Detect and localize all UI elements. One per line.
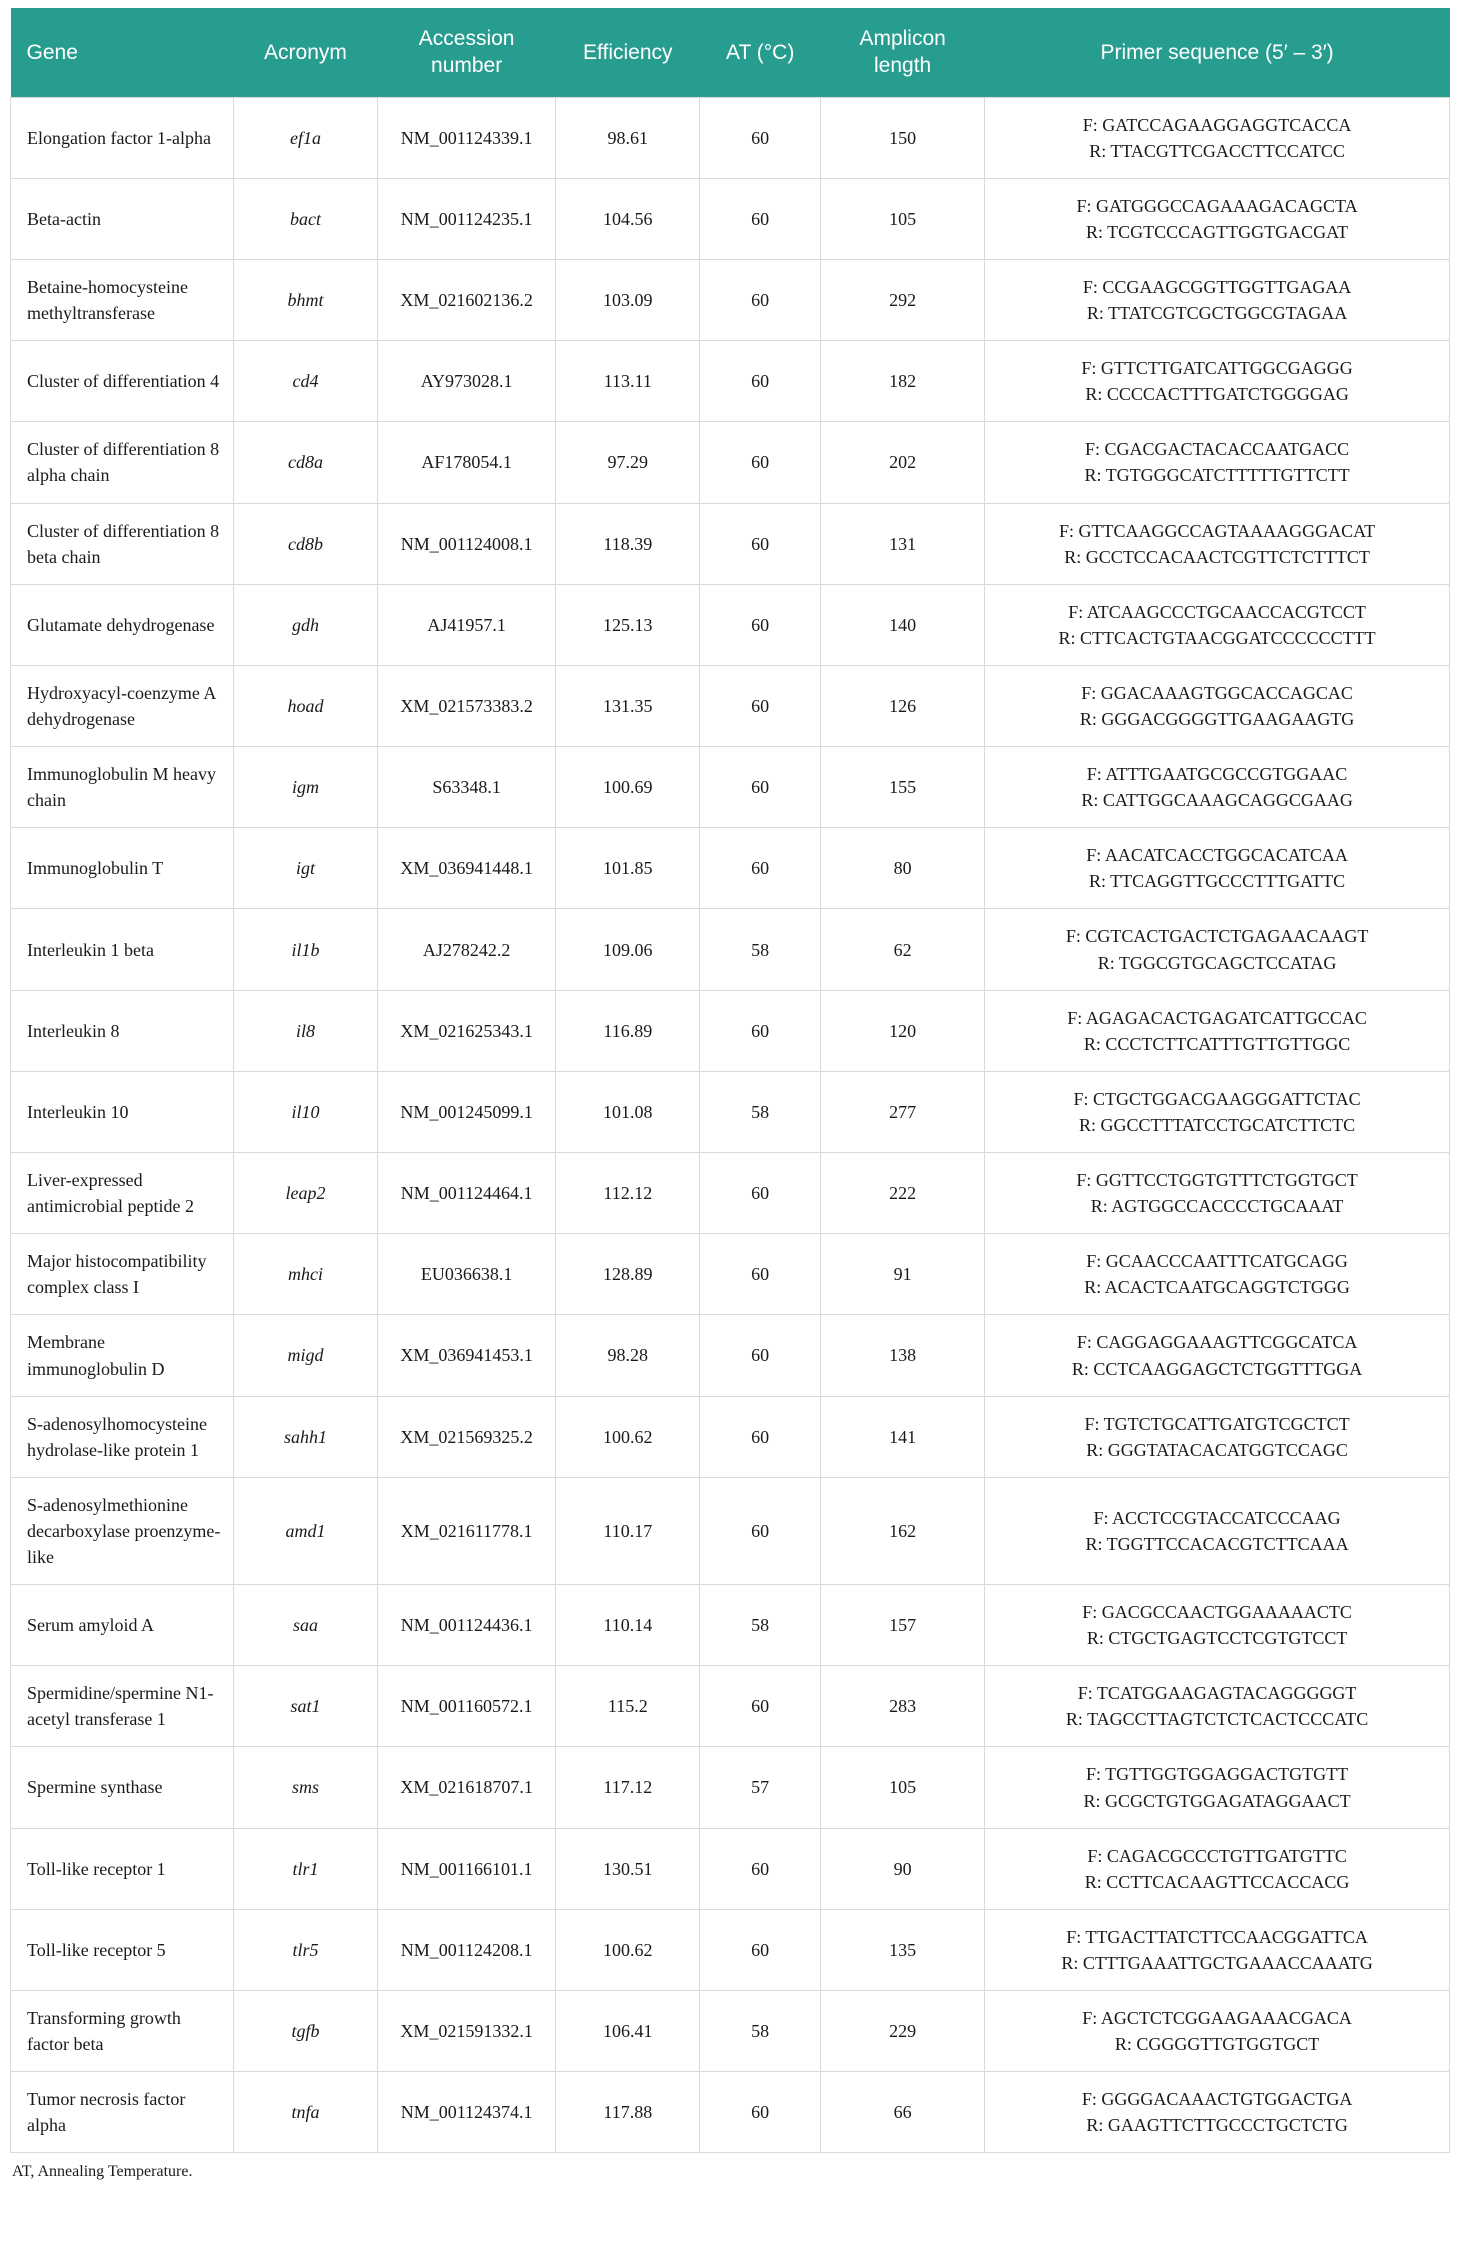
acronym-cell: sms bbox=[234, 1747, 378, 1828]
amplicon-length-cell: 126 bbox=[821, 665, 985, 746]
primer-reverse: R: TGGTTCCACACGTCTTCAAA bbox=[1085, 1533, 1349, 1554]
gene-name-cell: Immunoglobulin T bbox=[11, 828, 234, 909]
gene-name-cell: Immunoglobulin M heavy chain bbox=[11, 747, 234, 828]
table-row bbox=[11, 1747, 1450, 1828]
primer-sequence-cell bbox=[985, 1991, 1450, 2072]
acronym-cell: ef1a bbox=[234, 97, 378, 178]
table-row bbox=[11, 1828, 1450, 1909]
annealing-temperature-cell: 60 bbox=[700, 2072, 821, 2153]
gene-name-cell: Glutamate dehydrogenase bbox=[11, 584, 234, 665]
acronym-cell: gdh bbox=[234, 584, 378, 665]
table-row bbox=[11, 1991, 1450, 2072]
primer-forward: F: CGTCACTGACTCTGAGAACAAGT bbox=[1065, 926, 1369, 947]
acronym-cell: bhmt bbox=[234, 259, 378, 340]
primer-sequence-cell bbox=[985, 584, 1450, 665]
acronym-cell: cd8b bbox=[234, 503, 378, 584]
table-row bbox=[11, 1153, 1450, 1234]
amplicon-length-cell: 229 bbox=[821, 1991, 985, 2072]
amplicon-length-cell: 292 bbox=[821, 259, 985, 340]
amplicon-length-cell: 105 bbox=[821, 1747, 985, 1828]
primer-forward: F: CAGGAGGAAAGTTCGGCATCA bbox=[1076, 1332, 1358, 1353]
annealing-temperature-cell: 60 bbox=[700, 1477, 821, 1584]
gene-name-cell: S-adenosylhomocysteine hydrolase-like protein 1 bbox=[11, 1396, 234, 1477]
gene-name-cell: Interleukin 1 beta bbox=[11, 909, 234, 990]
annealing-temperature-cell: 60 bbox=[700, 990, 821, 1071]
accession-number-cell: NM_001124374.1 bbox=[377, 2072, 555, 2153]
acronym-cell: tgfb bbox=[234, 1991, 378, 2072]
gene-name-cell: Cluster of differentiation 4 bbox=[11, 341, 234, 422]
primer-sequence-cell bbox=[985, 1909, 1450, 1990]
gene-name-cell: Betaine-homocysteine methyltransferase bbox=[11, 259, 234, 340]
acronym-cell: sahh1 bbox=[234, 1396, 378, 1477]
efficiency-cell: 110.17 bbox=[556, 1477, 700, 1584]
primer-forward: F: GGACAAAGTGGCACCAGCAC bbox=[1081, 682, 1353, 703]
accession-number-cell: AF178054.1 bbox=[377, 422, 555, 503]
table-body bbox=[11, 97, 1450, 2153]
accession-number-cell: NM_001124339.1 bbox=[377, 97, 555, 178]
accession-number-cell: NM_001124464.1 bbox=[377, 1153, 555, 1234]
table-row bbox=[11, 1666, 1450, 1747]
primer-forward: F: GGTTCCTGGTGTTTCTGGTGCT bbox=[1076, 1170, 1358, 1191]
amplicon-length-cell: 182 bbox=[821, 341, 985, 422]
table-row bbox=[11, 2072, 1450, 2153]
gene-name-cell: Spermine synthase bbox=[11, 1747, 234, 1828]
amplicon-length-cell: 162 bbox=[821, 1477, 985, 1584]
table-row bbox=[11, 828, 1450, 909]
primer-forward: F: AGCTCTCGGAAGAAACGACA bbox=[1082, 2008, 1352, 2028]
primer-sequence-cell bbox=[985, 828, 1450, 909]
amplicon-length-cell: 66 bbox=[821, 2072, 985, 2153]
amplicon-length-cell: 222 bbox=[821, 1153, 985, 1234]
primer-forward: F: GTTCAAGGCCAGTAAAAGGGACAT bbox=[1059, 520, 1376, 541]
accession-number-cell: XM_021591332.1 bbox=[377, 1991, 555, 2072]
table-row bbox=[11, 747, 1450, 828]
annealing-temperature-cell: 58 bbox=[700, 1991, 821, 2072]
annealing-temperature-cell: 58 bbox=[700, 909, 821, 990]
table-row bbox=[11, 584, 1450, 665]
column-header-primer: Primer sequence (5′ – 3′) bbox=[985, 8, 1450, 97]
column-header-amplicon: Amplicon length bbox=[821, 8, 985, 97]
efficiency-cell: 98.28 bbox=[556, 1315, 700, 1396]
primer-forward: F: TTGACTTATCTTCCAACGGATTCA bbox=[1066, 1926, 1368, 1947]
gene-name-cell: Toll-like receptor 5 bbox=[11, 1909, 234, 1990]
efficiency-cell: 100.69 bbox=[556, 747, 700, 828]
primer-sequence-cell bbox=[985, 341, 1450, 422]
table-row bbox=[11, 97, 1450, 178]
gene-name-cell: S-adenosylmethionine decarboxylase proenzyme-like bbox=[11, 1477, 234, 1584]
annealing-temperature-cell: 58 bbox=[700, 1071, 821, 1152]
primer-reverse: R: CCCTCTTCATTTGTTGTTGGC bbox=[1083, 1033, 1351, 1054]
amplicon-length-cell: 90 bbox=[821, 1828, 985, 1909]
primer-sequence-cell bbox=[985, 1396, 1450, 1477]
efficiency-cell: 109.06 bbox=[556, 909, 700, 990]
primer-sequence-cell bbox=[985, 665, 1450, 746]
efficiency-cell: 118.39 bbox=[556, 503, 700, 584]
primer-forward: F: GCAACCCAATTTCATGCAGG bbox=[1086, 1251, 1348, 1272]
column-header-gene: Gene bbox=[11, 8, 234, 97]
gene-name-cell: Serum amyloid A bbox=[11, 1585, 234, 1666]
acronym-cell: saa bbox=[234, 1585, 378, 1666]
primer-forward: F: CCGAAGCGGTTGGTTGAGAA bbox=[1082, 276, 1352, 297]
primer-reverse: R: AGTGGCCACCCCTGCAAAT bbox=[1090, 1196, 1344, 1217]
acronym-cell: il10 bbox=[234, 1071, 378, 1152]
gene-name-cell: Cluster of differentiation 8 alpha chain bbox=[11, 422, 234, 503]
accession-number-cell: S63348.1 bbox=[377, 747, 555, 828]
table-row bbox=[11, 665, 1450, 746]
table-row bbox=[11, 178, 1450, 259]
amplicon-length-cell: 135 bbox=[821, 1909, 985, 1990]
acronym-cell: leap2 bbox=[234, 1153, 378, 1234]
accession-number-cell: NM_001166101.1 bbox=[377, 1828, 555, 1909]
acronym-cell: il1b bbox=[234, 909, 378, 990]
primer-sequence-cell bbox=[985, 422, 1450, 503]
primer-sequence-cell bbox=[985, 1071, 1450, 1152]
annealing-temperature-cell: 60 bbox=[700, 1828, 821, 1909]
efficiency-cell: 128.89 bbox=[556, 1234, 700, 1315]
column-header-acronym: Acronym bbox=[234, 8, 378, 97]
primer-reverse: R: GGGACGGGGTTGAAGAAGTG bbox=[1079, 709, 1355, 729]
accession-number-cell: EU036638.1 bbox=[377, 1234, 555, 1315]
efficiency-cell: 98.61 bbox=[556, 97, 700, 178]
efficiency-cell: 125.13 bbox=[556, 584, 700, 665]
primer-forward: F: AACATCACCTGGCACATCAA bbox=[1086, 845, 1348, 866]
acronym-cell: tlr5 bbox=[234, 1909, 378, 1990]
annealing-temperature-cell: 60 bbox=[700, 584, 821, 665]
column-header-at: AT (°C) bbox=[700, 8, 821, 97]
acronym-cell: il8 bbox=[234, 990, 378, 1071]
efficiency-cell: 115.2 bbox=[556, 1666, 700, 1747]
primer-forward: F: TGTTGGTGGAGGACTGTGTT bbox=[1085, 1764, 1349, 1785]
primer-forward: F: GACGCCAACTGGAAAAACTC bbox=[1082, 1602, 1352, 1623]
primer-reverse: R: CCTTCACAAGTTCCACCACG bbox=[1084, 1871, 1350, 1892]
efficiency-cell: 101.85 bbox=[556, 828, 700, 909]
annealing-temperature-cell: 60 bbox=[700, 1909, 821, 1990]
table-row bbox=[11, 909, 1450, 990]
amplicon-length-cell: 120 bbox=[821, 990, 985, 1071]
efficiency-cell: 112.12 bbox=[556, 1153, 700, 1234]
annealing-temperature-cell: 60 bbox=[700, 1396, 821, 1477]
primer-sequence-cell bbox=[985, 1477, 1450, 1584]
primer-forward: F: CTGCTGGACGAAGGGATTCTAC bbox=[1073, 1088, 1361, 1109]
gene-name-cell: Membrane immunoglobulin D bbox=[11, 1315, 234, 1396]
primer-reverse: R: GGGTATACACATGGTCCAGC bbox=[1086, 1439, 1348, 1460]
gene-name-cell: Interleukin 8 bbox=[11, 990, 234, 1071]
primer-forward: F: TGTCTGCATTGATGTCGCTCT bbox=[1084, 1413, 1350, 1434]
amplicon-length-cell: 150 bbox=[821, 97, 985, 178]
accession-number-cell: AY973028.1 bbox=[377, 341, 555, 422]
primer-reverse: R: TAGCCTTAGTCTCTCACTCCCATC bbox=[1065, 1709, 1369, 1730]
efficiency-cell: 117.12 bbox=[556, 1747, 700, 1828]
acronym-cell: cd4 bbox=[234, 341, 378, 422]
annealing-temperature-cell: 60 bbox=[700, 259, 821, 340]
table-row bbox=[11, 422, 1450, 503]
accession-number-cell: AJ41957.1 bbox=[377, 584, 555, 665]
primer-reverse: R: CTGCTGAGTCCTCGTGTCCT bbox=[1086, 1628, 1348, 1649]
primer-sequence-cell bbox=[985, 1585, 1450, 1666]
amplicon-length-cell: 283 bbox=[821, 1666, 985, 1747]
primer-reverse: R: GGCCTTTATCCTGCATCTTCTC bbox=[1079, 1114, 1356, 1135]
annealing-temperature-cell: 60 bbox=[700, 1315, 821, 1396]
accession-number-cell: NM_001124008.1 bbox=[377, 503, 555, 584]
efficiency-cell: 97.29 bbox=[556, 422, 700, 503]
amplicon-length-cell: 157 bbox=[821, 1585, 985, 1666]
accession-number-cell: XM_021611778.1 bbox=[377, 1477, 555, 1584]
primer-forward: F: TCATGGAAGAGTACAGGGGGT bbox=[1077, 1683, 1357, 1704]
efficiency-cell: 116.89 bbox=[556, 990, 700, 1071]
annealing-temperature-cell: 60 bbox=[700, 1666, 821, 1747]
gene-name-cell: Interleukin 10 bbox=[11, 1071, 234, 1152]
primer-forward: F: AGAGACACTGAGATCATTGCCAC bbox=[1067, 1007, 1367, 1028]
annealing-temperature-cell: 60 bbox=[700, 1153, 821, 1234]
primer-sequence-cell bbox=[985, 1315, 1450, 1396]
primer-reverse: R: TGTGGGCATCTTTTTGTTCTT bbox=[1084, 465, 1350, 486]
amplicon-length-cell: 202 bbox=[821, 422, 985, 503]
primer-reverse: R: TGGCGTGCAGCTCCATAG bbox=[1097, 952, 1337, 973]
primer-sequence-cell bbox=[985, 97, 1450, 178]
accession-number-cell: XM_021618707.1 bbox=[377, 1747, 555, 1828]
primer-sequence-cell bbox=[985, 1234, 1450, 1315]
annealing-temperature-cell: 60 bbox=[700, 97, 821, 178]
acronym-cell: bact bbox=[234, 178, 378, 259]
amplicon-length-cell: 105 bbox=[821, 178, 985, 259]
primer-sequence-cell bbox=[985, 990, 1450, 1071]
primer-sequence-cell bbox=[985, 503, 1450, 584]
primer-reverse: R: TTACGTTCGACCTTCCATCC bbox=[1089, 140, 1345, 161]
primer-sequence-cell bbox=[985, 1747, 1450, 1828]
table-row bbox=[11, 1071, 1450, 1152]
table-footnote: AT, Annealing Temperature. bbox=[12, 2163, 193, 2181]
table-head bbox=[11, 8, 1450, 97]
gene-name-cell: Tumor necrosis factor alpha bbox=[11, 2072, 234, 2153]
gene-name-cell: Elongation factor 1-alpha bbox=[11, 97, 234, 178]
acronym-cell: sat1 bbox=[234, 1666, 378, 1747]
gene-name-cell: Liver-expressed antimicrobial peptide 2 bbox=[11, 1153, 234, 1234]
accession-number-cell: XM_021569325.2 bbox=[377, 1396, 555, 1477]
efficiency-cell: 100.62 bbox=[556, 1909, 700, 1990]
accession-number-cell: NM_001124436.1 bbox=[377, 1585, 555, 1666]
annealing-temperature-cell: 60 bbox=[700, 665, 821, 746]
primer-sequence-cell bbox=[985, 178, 1450, 259]
gene-name-cell: Toll-like receptor 1 bbox=[11, 1828, 234, 1909]
primer-sequence-cell bbox=[985, 1666, 1450, 1747]
primer-forward: F: GTTCTTGATCATTGGCGAGGG bbox=[1081, 358, 1353, 379]
primer-sequence-cell bbox=[985, 259, 1450, 340]
primer-sequence-cell bbox=[985, 1828, 1450, 1909]
annealing-temperature-cell: 60 bbox=[700, 422, 821, 503]
acronym-cell: tlr1 bbox=[234, 1828, 378, 1909]
gene-name-cell: Major histocompatibility complex class I bbox=[11, 1234, 234, 1315]
annealing-temperature-cell: 60 bbox=[700, 1234, 821, 1315]
gene-name-cell: Cluster of differentiation 8 beta chain bbox=[11, 503, 234, 584]
acronym-cell: amd1 bbox=[234, 1477, 378, 1584]
annealing-temperature-cell: 60 bbox=[700, 828, 821, 909]
accession-number-cell: NM_001124208.1 bbox=[377, 1909, 555, 1990]
gene-name-cell: Beta-actin bbox=[11, 178, 234, 259]
primer-forward: F: CGACGACTACACCAATGACC bbox=[1085, 439, 1350, 460]
annealing-temperature-cell: 60 bbox=[700, 341, 821, 422]
amplicon-length-cell: 131 bbox=[821, 503, 985, 584]
efficiency-cell: 130.51 bbox=[556, 1828, 700, 1909]
table-row bbox=[11, 1234, 1450, 1315]
table-row bbox=[11, 1477, 1450, 1584]
amplicon-length-cell: 155 bbox=[821, 747, 985, 828]
efficiency-cell: 104.56 bbox=[556, 178, 700, 259]
efficiency-cell: 106.41 bbox=[556, 1991, 700, 2072]
accession-number-cell: NM_001160572.1 bbox=[377, 1666, 555, 1747]
primer-reverse: R: TCGTCCCAGTTGGTGACGAT bbox=[1085, 221, 1349, 242]
primer-reverse: R: CCCCACTTTGATCTGGGGAG bbox=[1085, 384, 1349, 405]
efficiency-cell: 110.14 bbox=[556, 1585, 700, 1666]
column-header-efficiency: Efficiency bbox=[556, 8, 700, 97]
gene-name-cell: Transforming growth factor beta bbox=[11, 1991, 234, 2072]
efficiency-cell: 103.09 bbox=[556, 259, 700, 340]
primer-reverse: R: CTTCACTGTAACGGATCCCCCCTTT bbox=[1058, 627, 1376, 648]
efficiency-cell: 113.11 bbox=[556, 341, 700, 422]
efficiency-cell: 131.35 bbox=[556, 665, 700, 746]
accession-number-cell: XM_036941453.1 bbox=[377, 1315, 555, 1396]
acronym-cell: mhci bbox=[234, 1234, 378, 1315]
table-row bbox=[11, 259, 1450, 340]
amplicon-length-cell: 138 bbox=[821, 1315, 985, 1396]
primer-reverse: R: GCCTCCACAACTCGTTCTCTTTCT bbox=[1064, 546, 1370, 567]
amplicon-length-cell: 62 bbox=[821, 909, 985, 990]
accession-number-cell: XM_021625343.1 bbox=[377, 990, 555, 1071]
primer-forward: F: GATCCAGAAGGAGGTCACCA bbox=[1082, 114, 1352, 135]
primer-sequence-cell bbox=[985, 909, 1450, 990]
gene-name-cell: Spermidine/spermine N1-acetyl transferase 1 bbox=[11, 1666, 234, 1747]
primer-reverse: R: TTCAGGTTGCCCTTTGATTC bbox=[1088, 871, 1346, 892]
primer-reverse: R: ACACTCAATGCAGGTCTGGG bbox=[1084, 1277, 1350, 1298]
primer-reverse: R: GCGCTGTGGAGATAGGAACT bbox=[1083, 1790, 1351, 1811]
primer-sequence-cell bbox=[985, 747, 1450, 828]
accession-number-cell: AJ278242.2 bbox=[377, 909, 555, 990]
annealing-temperature-cell: 60 bbox=[700, 178, 821, 259]
efficiency-cell: 101.08 bbox=[556, 1071, 700, 1152]
annealing-temperature-cell: 57 bbox=[700, 1747, 821, 1828]
primer-reverse: R: CTTTGAAATTGCTGAAACCAAATG bbox=[1061, 1952, 1373, 1973]
accession-number-cell: XM_036941448.1 bbox=[377, 828, 555, 909]
primer-reverse: R: CGGGGTTGTGGTGCT bbox=[1114, 2034, 1320, 2055]
column-header-accession: Accession number bbox=[377, 8, 555, 97]
annealing-temperature-cell: 58 bbox=[700, 1585, 821, 1666]
amplicon-length-cell: 80 bbox=[821, 828, 985, 909]
efficiency-cell: 100.62 bbox=[556, 1396, 700, 1477]
amplicon-length-cell: 277 bbox=[821, 1071, 985, 1152]
acronym-cell: igm bbox=[234, 747, 378, 828]
acronym-cell: hoad bbox=[234, 665, 378, 746]
amplicon-length-cell: 140 bbox=[821, 584, 985, 665]
amplicon-length-cell: 91 bbox=[821, 1234, 985, 1315]
table-row bbox=[11, 1315, 1450, 1396]
table-row bbox=[11, 1396, 1450, 1477]
primer-reverse: R: CCTCAAGGAGCTCTGGTTTGGA bbox=[1071, 1358, 1363, 1379]
table-row bbox=[11, 503, 1450, 584]
acronym-cell: igt bbox=[234, 828, 378, 909]
primer-forward: F: GATGGGCCAGAAAGACAGCTA bbox=[1076, 195, 1358, 216]
accession-number-cell: XM_021602136.2 bbox=[377, 259, 555, 340]
acronym-cell: cd8a bbox=[234, 422, 378, 503]
table-row bbox=[11, 990, 1450, 1071]
primer-reverse: R: CATTGGCAAAGCAGGCGAAG bbox=[1081, 790, 1353, 811]
primer-forward: F: ACCTCCGTACCATCCCAAG bbox=[1093, 1507, 1341, 1528]
efficiency-cell: 117.88 bbox=[556, 2072, 700, 2153]
accession-number-cell: XM_021573383.2 bbox=[377, 665, 555, 746]
amplicon-length-cell: 141 bbox=[821, 1396, 985, 1477]
primer-sequence-cell bbox=[985, 2072, 1450, 2153]
primer-forward: F: CAGACGCCCTGTTGATGTTC bbox=[1087, 1845, 1347, 1866]
primer-table bbox=[10, 8, 1450, 2153]
primer-forward: F: GGGGACAAACTGTGGACTGA bbox=[1081, 2089, 1353, 2110]
gene-name-cell: Hydroxyacyl-coenzyme A dehydrogenase bbox=[11, 665, 234, 746]
primer-reverse: R: TTATCGTCGCTGGCGTAGAA bbox=[1086, 303, 1348, 324]
primer-sequence-cell bbox=[985, 1153, 1450, 1234]
table-header-row bbox=[11, 8, 1450, 97]
acronym-cell: migd bbox=[234, 1315, 378, 1396]
table-row bbox=[11, 1585, 1450, 1666]
primer-forward: F: ATCAAGCCCTGCAACCACGTCCT bbox=[1068, 601, 1366, 622]
annealing-temperature-cell: 60 bbox=[700, 503, 821, 584]
annealing-temperature-cell: 60 bbox=[700, 747, 821, 828]
acronym-cell: tnfa bbox=[234, 2072, 378, 2153]
table-row bbox=[11, 341, 1450, 422]
primer-forward: F: ATTTGAATGCGCCGTGGAAC bbox=[1086, 764, 1348, 785]
accession-number-cell: NM_001124235.1 bbox=[377, 178, 555, 259]
primer-reverse: R: GAAGTTCTTGCCCTGCTCTG bbox=[1086, 2115, 1348, 2136]
table-row bbox=[11, 1909, 1450, 1990]
accession-number-cell: NM_001245099.1 bbox=[377, 1071, 555, 1152]
